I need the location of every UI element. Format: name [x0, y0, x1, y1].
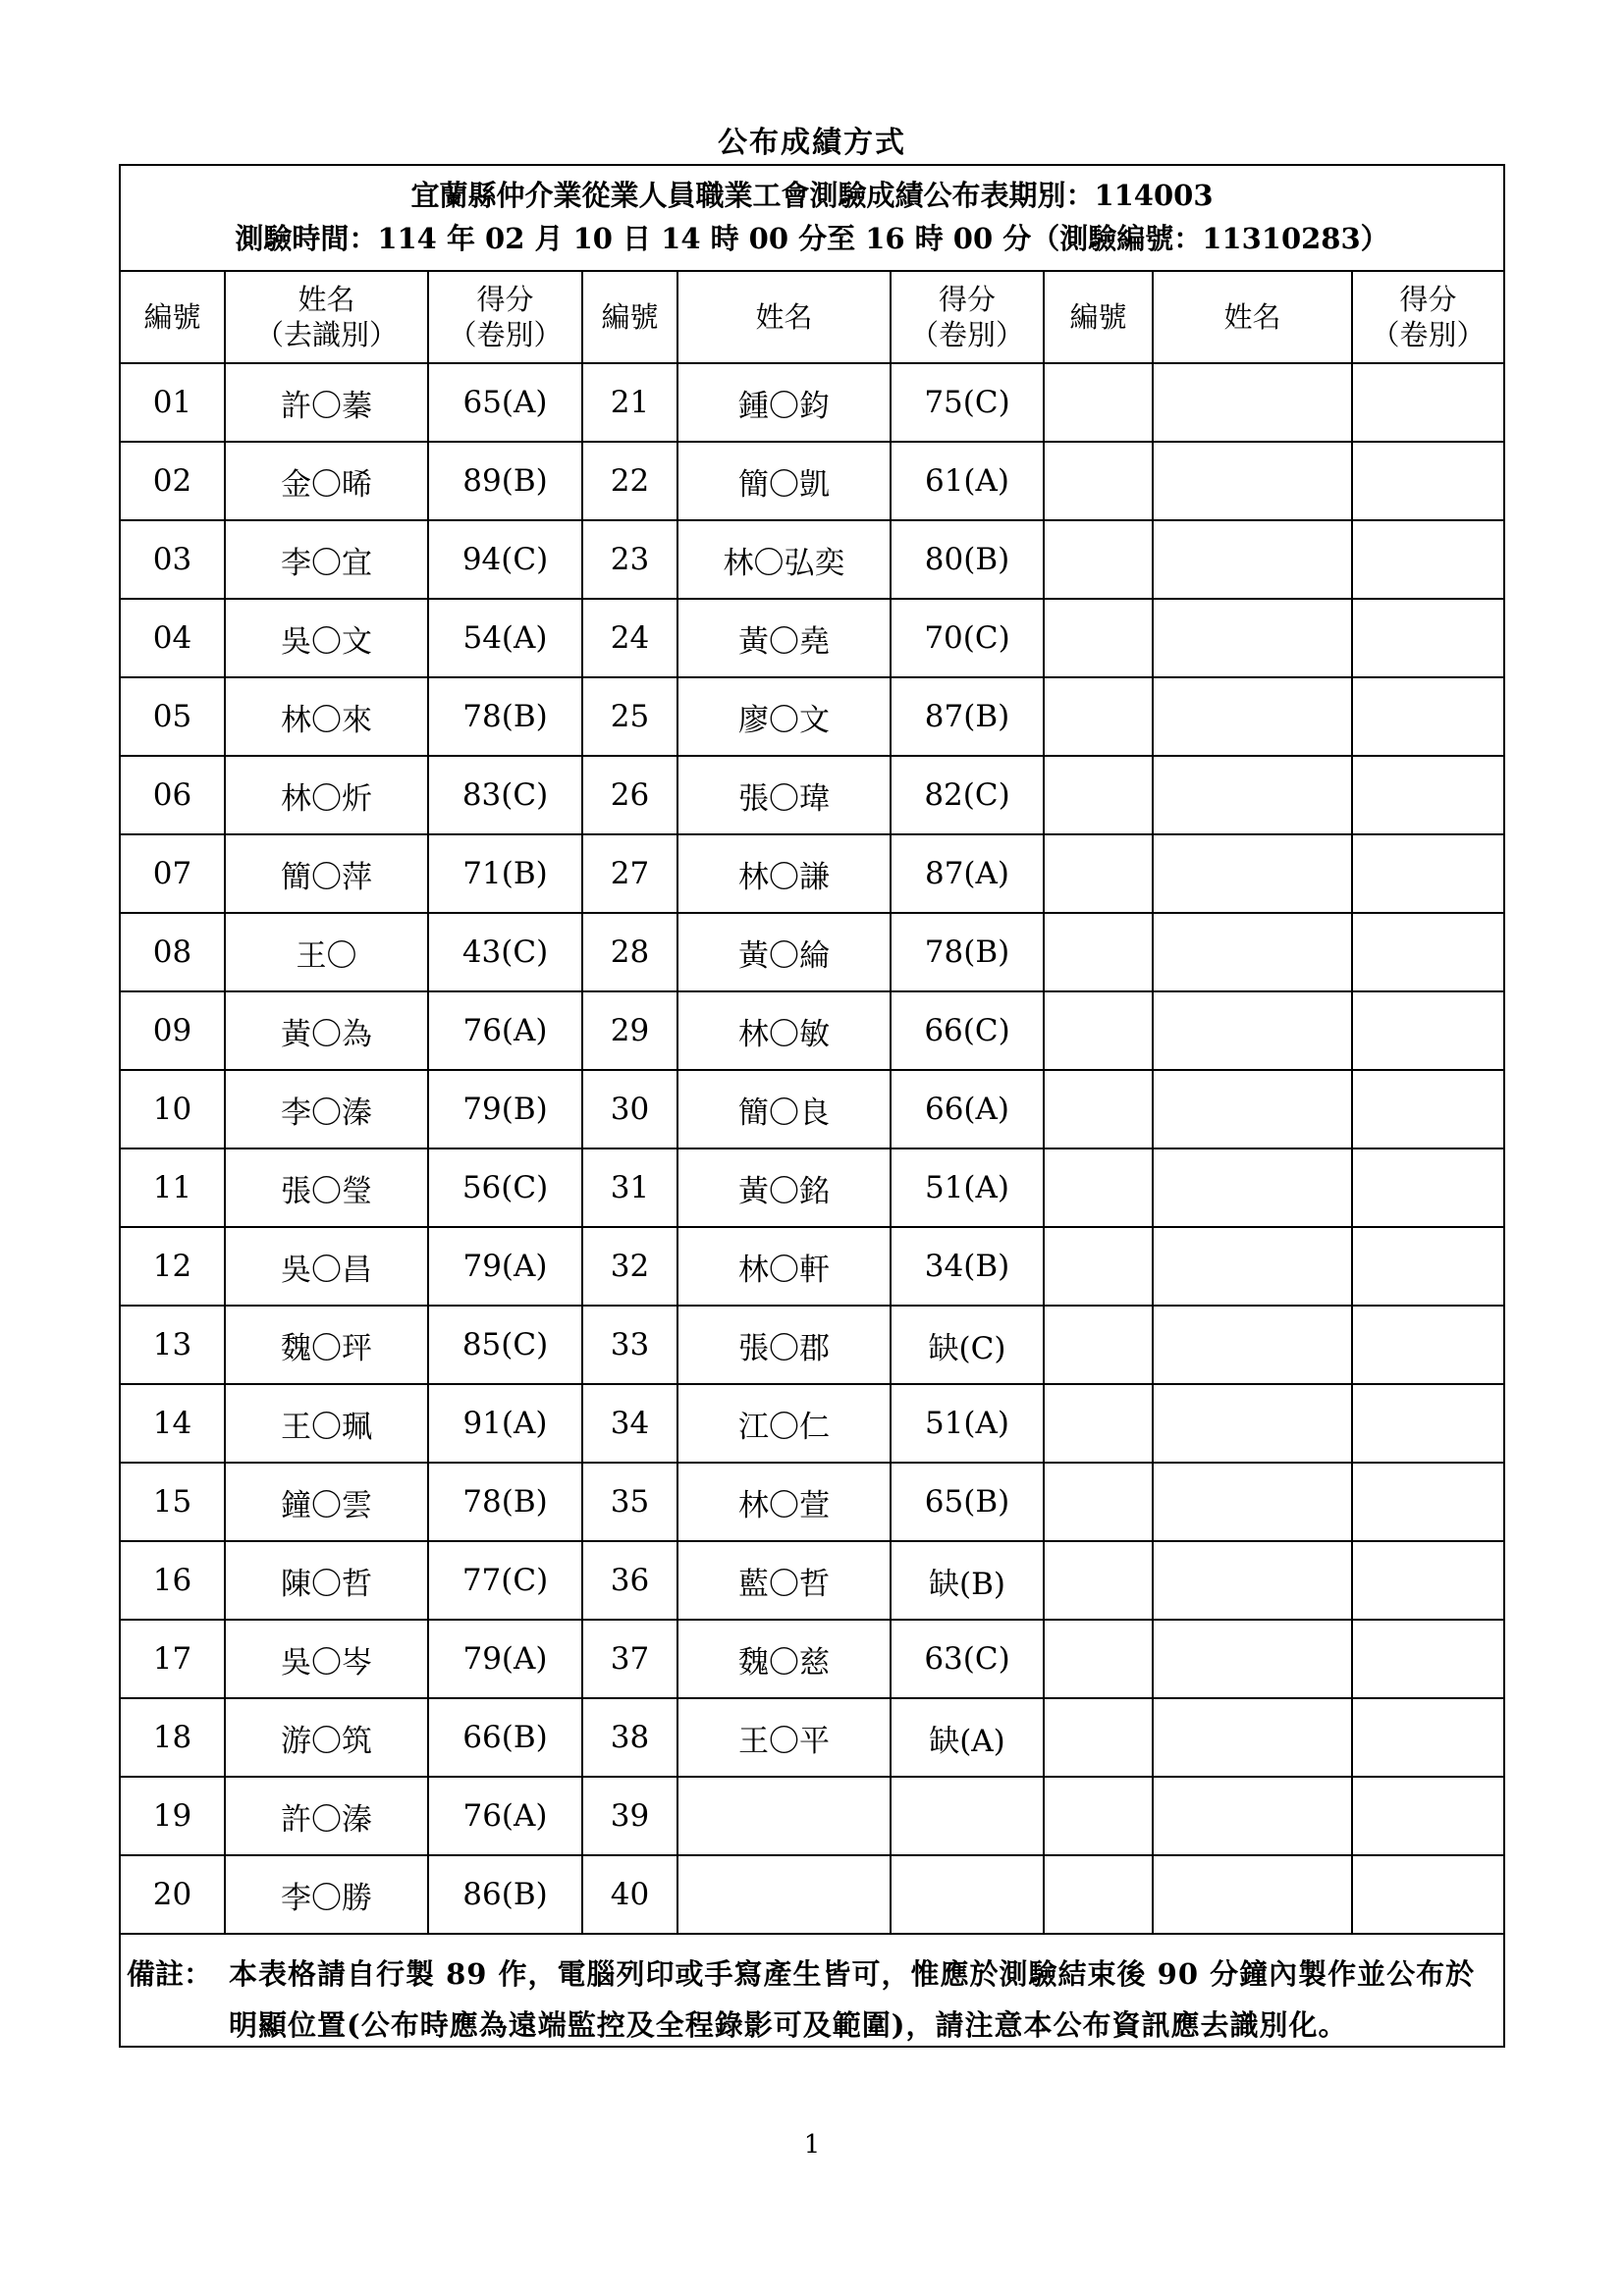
- entry-score: 79(B): [428, 1070, 582, 1148]
- entry-score: 78(B): [428, 1463, 582, 1541]
- entry-score: 66(A): [891, 1070, 1044, 1148]
- entry-number: 29: [582, 991, 677, 1070]
- empty-score: [1352, 1384, 1503, 1463]
- column-header-row: [121, 272, 1503, 363]
- entry-score: 83(C): [428, 756, 582, 834]
- entry-score: 86(B): [428, 1855, 582, 1934]
- entry-number: 35: [582, 1463, 677, 1541]
- entry-name: 張〇瑩: [225, 1148, 428, 1227]
- empty-number: [1044, 677, 1153, 756]
- entry-name: 魏〇玶: [225, 1306, 428, 1384]
- entry-number: 02: [121, 442, 225, 520]
- empty-name: [1153, 756, 1352, 834]
- entry-number: 36: [582, 1541, 677, 1620]
- empty-number: [1044, 1227, 1153, 1306]
- entry-number: 07: [121, 834, 225, 913]
- entry-name: 張〇瑋: [677, 756, 891, 834]
- entry-score: 54(A): [428, 599, 582, 677]
- empty-name: [1153, 599, 1352, 677]
- table-row: [121, 1384, 1503, 1463]
- entry-score: 91(A): [428, 1384, 582, 1463]
- entry-name: 林〇萱: [677, 1463, 891, 1541]
- entry-number: 09: [121, 991, 225, 1070]
- empty-score: [1352, 442, 1503, 520]
- empty-number: [1044, 599, 1153, 677]
- entry-score: 78(B): [891, 913, 1044, 991]
- empty-name: [1153, 1384, 1352, 1463]
- table-row: [121, 1148, 1503, 1227]
- empty-score: [1352, 834, 1503, 913]
- header-time-line: 測驗時間：114 年 02 月 10 日 14 時 00 分至 16 時 00 分（測驗編號：11310283）: [235, 222, 1389, 255]
- entry-number: 04: [121, 599, 225, 677]
- entry-number: 11: [121, 1148, 225, 1227]
- entry-name: 林〇軒: [677, 1227, 891, 1306]
- entry-name: 吳〇岑: [225, 1620, 428, 1698]
- entry-name: [677, 1777, 891, 1855]
- entry-number: 40: [582, 1855, 677, 1934]
- empty-score: [1352, 1306, 1503, 1384]
- empty-number: [1044, 991, 1153, 1070]
- entry-score: 65(B): [891, 1463, 1044, 1541]
- empty-name: [1153, 363, 1352, 442]
- entry-name: 江〇仁: [677, 1384, 891, 1463]
- entry-number: 28: [582, 913, 677, 991]
- entry-name: 廖〇文: [677, 677, 891, 756]
- empty-name: [1153, 1698, 1352, 1777]
- table-row: [121, 913, 1503, 991]
- empty-number: [1044, 1070, 1153, 1148]
- entry-score: 51(A): [891, 1148, 1044, 1227]
- entry-name: 林〇弘奕: [677, 520, 891, 599]
- entry-score: 71(B): [428, 834, 582, 913]
- entry-score: 61(A): [891, 442, 1044, 520]
- empty-number: [1044, 1777, 1153, 1855]
- entry-name: 許〇溱: [225, 1777, 428, 1855]
- entry-number: 03: [121, 520, 225, 599]
- entry-number: 20: [121, 1855, 225, 1934]
- entry-score: 缺(A): [891, 1698, 1044, 1777]
- header-score-1: 得分 （卷別）: [428, 272, 582, 363]
- entry-name: 簡〇萍: [225, 834, 428, 913]
- header-name-2: 姓名: [677, 272, 891, 363]
- entry-score: 87(A): [891, 834, 1044, 913]
- entry-score: 78(B): [428, 677, 582, 756]
- entry-score: 80(B): [891, 520, 1044, 599]
- table-row: [121, 756, 1503, 834]
- entry-name: 鍾〇鈞: [677, 363, 891, 442]
- entry-name: 許〇蓁: [225, 363, 428, 442]
- entry-number: 13: [121, 1306, 225, 1384]
- entry-number: 16: [121, 1541, 225, 1620]
- entry-name: 李〇勝: [225, 1855, 428, 1934]
- table-row: [121, 1227, 1503, 1306]
- notes-section: [121, 1935, 1503, 2051]
- empty-score: [1352, 1227, 1503, 1306]
- empty-score: [1352, 991, 1503, 1070]
- table-row: [121, 1777, 1503, 1855]
- entry-score: 34(B): [891, 1227, 1044, 1306]
- entry-name: 吳〇文: [225, 599, 428, 677]
- entry-score: 缺(C): [891, 1306, 1044, 1384]
- empty-score: [1352, 1855, 1503, 1934]
- empty-number: [1044, 442, 1153, 520]
- entry-name: 林〇來: [225, 677, 428, 756]
- empty-number: [1044, 1148, 1153, 1227]
- empty-name: [1153, 1227, 1352, 1306]
- entry-number: 26: [582, 756, 677, 834]
- entry-score: 75(C): [891, 363, 1044, 442]
- entry-score: 66(B): [428, 1698, 582, 1777]
- entry-score: 79(A): [428, 1620, 582, 1698]
- entry-number: 38: [582, 1698, 677, 1777]
- page-number: 1: [803, 2130, 821, 2160]
- entry-score: 79(A): [428, 1227, 582, 1306]
- entry-score: 缺(B): [891, 1541, 1044, 1620]
- entry-name: [677, 1855, 891, 1934]
- empty-score: [1352, 1463, 1503, 1541]
- entry-number: 10: [121, 1070, 225, 1148]
- entry-score: [891, 1855, 1044, 1934]
- entry-number: 22: [582, 442, 677, 520]
- table-row: [121, 1463, 1503, 1541]
- empty-number: [1044, 1620, 1153, 1698]
- entry-number: 30: [582, 1070, 677, 1148]
- empty-name: [1153, 442, 1352, 520]
- entry-number: 06: [121, 756, 225, 834]
- entry-name: 黃〇綸: [677, 913, 891, 991]
- empty-name: [1153, 913, 1352, 991]
- entry-score: 89(B): [428, 442, 582, 520]
- entry-name: 李〇溱: [225, 1070, 428, 1148]
- entry-name: 藍〇哲: [677, 1541, 891, 1620]
- entry-score: 43(C): [428, 913, 582, 991]
- header-name-3: 姓名: [1153, 272, 1352, 363]
- entry-score: 63(C): [891, 1620, 1044, 1698]
- empty-name: [1153, 1620, 1352, 1698]
- header-score-2: 得分 （卷別）: [891, 272, 1044, 363]
- table-row: [121, 1855, 1503, 1934]
- header-number-3: 編號: [1044, 272, 1153, 363]
- entry-number: 19: [121, 1777, 225, 1855]
- empty-name: [1153, 1541, 1352, 1620]
- entry-name: 王〇平: [677, 1698, 891, 1777]
- empty-number: [1044, 1384, 1153, 1463]
- empty-score: [1352, 1541, 1503, 1620]
- entry-score: 82(C): [891, 756, 1044, 834]
- empty-name: [1153, 1463, 1352, 1541]
- entry-score: 77(C): [428, 1541, 582, 1620]
- table-row: [121, 442, 1503, 520]
- entry-number: 12: [121, 1227, 225, 1306]
- entry-score: 76(A): [428, 991, 582, 1070]
- entry-number: 15: [121, 1463, 225, 1541]
- entry-number: 27: [582, 834, 677, 913]
- table-row: [121, 1306, 1503, 1384]
- table-row: [121, 834, 1503, 913]
- empty-number: [1044, 1855, 1153, 1934]
- empty-score: [1352, 677, 1503, 756]
- entry-name: 黃〇為: [225, 991, 428, 1070]
- table-row: [121, 1620, 1503, 1698]
- entry-score: 87(B): [891, 677, 1044, 756]
- empty-score: [1352, 756, 1503, 834]
- entry-name: 陳〇哲: [225, 1541, 428, 1620]
- entry-name: 簡〇凱: [677, 442, 891, 520]
- empty-name: [1153, 1070, 1352, 1148]
- entry-name: 簡〇良: [677, 1070, 891, 1148]
- entry-name: 林〇謙: [677, 834, 891, 913]
- entry-number: 01: [121, 363, 225, 442]
- entry-number: 05: [121, 677, 225, 756]
- results-frame: [119, 164, 1505, 2048]
- entry-name: 李〇宜: [225, 520, 428, 599]
- empty-name: [1153, 520, 1352, 599]
- table-row: [121, 677, 1503, 756]
- notes-label: 備註：: [127, 1957, 213, 1991]
- document-title: 公布成績方式: [718, 126, 906, 160]
- entry-number: 31: [582, 1148, 677, 1227]
- entry-number: 21: [582, 363, 677, 442]
- empty-name: [1153, 1148, 1352, 1227]
- table-row: [121, 1541, 1503, 1620]
- entry-name: 游〇筑: [225, 1698, 428, 1777]
- empty-number: [1044, 520, 1153, 599]
- entry-name: 張〇郡: [677, 1306, 891, 1384]
- empty-number: [1044, 363, 1153, 442]
- table-header: [121, 166, 1503, 272]
- table-row: [121, 1698, 1503, 1777]
- entry-number: 33: [582, 1306, 677, 1384]
- entry-number: 17: [121, 1620, 225, 1698]
- table-row: [121, 599, 1503, 677]
- table-row: [121, 991, 1503, 1070]
- empty-number: [1044, 1541, 1153, 1620]
- empty-name: [1153, 677, 1352, 756]
- table-row: [121, 363, 1503, 442]
- entry-name: 王〇: [225, 913, 428, 991]
- table-row: [121, 1070, 1503, 1148]
- table-row: [121, 520, 1503, 599]
- empty-score: [1352, 913, 1503, 991]
- entry-name: 鐘〇雲: [225, 1463, 428, 1541]
- entry-score: 94(C): [428, 520, 582, 599]
- empty-name: [1153, 1306, 1352, 1384]
- entry-name: 黃〇堯: [677, 599, 891, 677]
- empty-number: [1044, 756, 1153, 834]
- entry-name: 林〇炘: [225, 756, 428, 834]
- empty-name: [1153, 1777, 1352, 1855]
- empty-score: [1352, 1698, 1503, 1777]
- header-number-1: 編號: [121, 272, 225, 363]
- empty-name: [1153, 1855, 1352, 1934]
- score-table: [121, 272, 1503, 1935]
- entry-score: 65(A): [428, 363, 582, 442]
- empty-number: [1044, 913, 1153, 991]
- entry-number: 37: [582, 1620, 677, 1698]
- empty-score: [1352, 520, 1503, 599]
- empty-number: [1044, 1463, 1153, 1541]
- entry-score: 51(A): [891, 1384, 1044, 1463]
- entry-number: 39: [582, 1777, 677, 1855]
- entry-number: 34: [582, 1384, 677, 1463]
- entry-number: 18: [121, 1698, 225, 1777]
- entry-name: 林〇敏: [677, 991, 891, 1070]
- empty-score: [1352, 1070, 1503, 1148]
- empty-score: [1352, 1620, 1503, 1698]
- entry-name: 王〇珮: [225, 1384, 428, 1463]
- empty-score: [1352, 1148, 1503, 1227]
- entry-score: 56(C): [428, 1148, 582, 1227]
- entry-name: 黃〇銘: [677, 1148, 891, 1227]
- entry-score: 70(C): [891, 599, 1044, 677]
- entry-number: 14: [121, 1384, 225, 1463]
- empty-score: [1352, 1777, 1503, 1855]
- empty-score: [1352, 363, 1503, 442]
- entry-score: 76(A): [428, 1777, 582, 1855]
- empty-number: [1044, 1306, 1153, 1384]
- notes-text: 本表格請自行製 89 作，電腦列印或手寫產生皆可，惟應於測驗結束後 90 分鐘內製作並公布於明顯位置(公布時應為遠端監控及全程錄影可及範圍)，請注意本公布資訊應去識別化。: [229, 1957, 1476, 2042]
- entry-number: 08: [121, 913, 225, 991]
- empty-name: [1153, 834, 1352, 913]
- empty-score: [1352, 599, 1503, 677]
- header-score-3: 得分 （卷別）: [1352, 272, 1503, 363]
- header-name-1: 姓名 （去識別）: [225, 272, 428, 363]
- entry-name: 金〇晞: [225, 442, 428, 520]
- entry-number: 24: [582, 599, 677, 677]
- entry-number: 32: [582, 1227, 677, 1306]
- empty-number: [1044, 834, 1153, 913]
- entry-score: 85(C): [428, 1306, 582, 1384]
- entry-number: 25: [582, 677, 677, 756]
- entry-name: 魏〇慈: [677, 1620, 891, 1698]
- empty-number: [1044, 1698, 1153, 1777]
- entry-score: [891, 1777, 1044, 1855]
- header-period-line: 宜蘭縣仲介業從業人員職業工會測驗成績公布表期別：114003: [410, 179, 1214, 212]
- entry-score: 66(C): [891, 991, 1044, 1070]
- entry-name: 吳〇昌: [225, 1227, 428, 1306]
- header-number-2: 編號: [582, 272, 677, 363]
- entry-number: 23: [582, 520, 677, 599]
- empty-name: [1153, 991, 1352, 1070]
